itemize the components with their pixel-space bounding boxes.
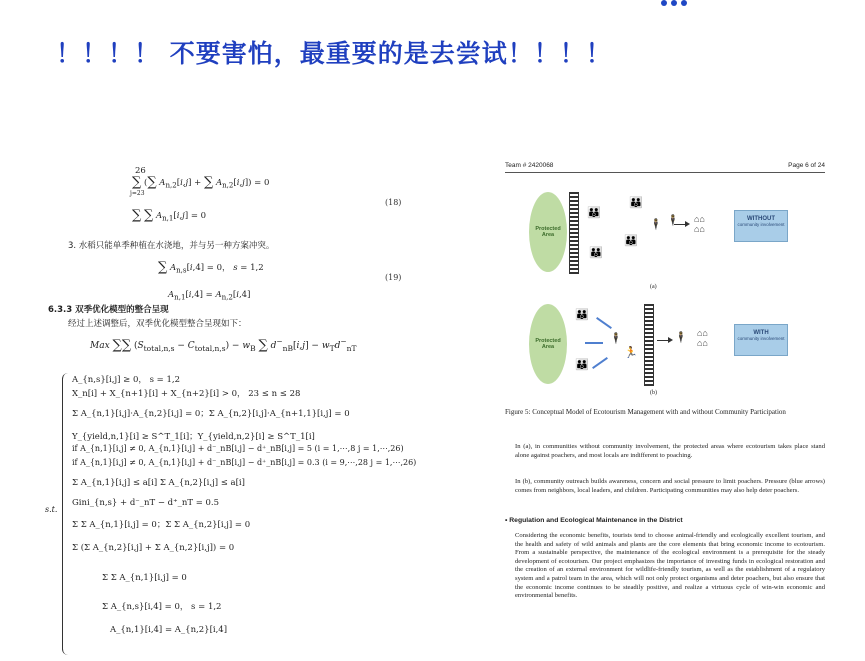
pressure-arrow-icon [596,317,612,329]
houses-icon: ⌂⌂ ⌂⌂ [694,214,705,234]
paragraph-regulation: Considering the economic benefits, tourists tend to choose animal-friendly and ecologically excellent tourism, and the health and safety of wild animals and plants are the core elements that bring economic income to ecotourism. From a sustainable perspective, the maintenance of the ecological environment is a prerequisite for the steady development of ecotourism. Our project emphasizes the importance of investing funds in ecological restoration and the creation of an external environment for wildlife-friendly tourism, as well as the establishment of a regulatory system and a patrol team in the area, which will not only protect organisms and deter poachers, but also ensure that the economic income continues to be steadily positive, and realize a virtuous cycle of win-win economic and environmental benefits. [515,532,825,600]
more-dots-icon [661,0,687,6]
constraint-brace [62,373,71,655]
slogan-title: ！！！！ 不要害怕，最重要的是去尝试！！！！ [56,39,612,68]
pressure-arrow-icon [592,357,608,369]
people-icon: 👪 [629,197,643,209]
constraint-13: A_{n,1}[i,4] = A_{n,2}[i,4] [110,625,228,635]
constraint-6: if A_{n,1}[i,j] ≠ 0, A_{n,1}[i,j] + d⁻_nB[i,j] − d⁺_nB[i,j] = 0.3 (i = 9,⋯,28 j = 1,⋯,26) [72,458,417,467]
math-page [40,160,435,650]
without-box: WITHOUT community involvement [734,210,788,242]
subfigure-a-label: (a) [650,284,657,290]
page-number: Page 6 of 24 [788,162,825,169]
constraint-7: Σ A_{n,1}[i,j] ≤ a[i] Σ A_{n,2}[i,j] ≤ a[i] [72,478,245,488]
eq18-sum-top: 26 [135,166,146,176]
eq18-line1: ∑ (∑ $A_{n,2}[i,j]$ + ∑ $A_{n,2}[i,j]) = 0$ [132,175,270,190]
protected-area-a: Protected Area [529,192,567,272]
team-number: Team # 2420068 [505,162,554,169]
poacher-icon: 🕴 [649,219,663,231]
page-header [505,162,825,173]
constraint-12: Σ A_{n,s}[i,4] = 0， s = 1,2 [102,602,222,612]
st-label: s.t. [45,505,58,514]
people-icon: 👪 [575,359,589,371]
constraint-5: if A_{n,1}[i,j] ≠ 0, A_{n,1}[i,j] + d⁻_nB[i,j] − d⁺_nB[i,j] = 5 (i = 1,⋯,8 j = 1,⋯,26) [72,444,404,453]
constraint-3: Σ A_{n,1}[i,j]·A_{n,2}[i,j] = 0；Σ A_{n,2}[i,j]·A_{n+1,1}[i,j] = 0 [72,409,350,419]
subfigure-b-label: (b) [650,390,657,396]
eq18-number: (18) [385,198,402,207]
item-3-text: 3. 水稻只能单季种植在水浇地，并与另一种方案冲突。 [68,241,275,251]
constraint-10: Σ (Σ A_{n,2}[i,j] + Σ A_{n,2}[i,j]) = 0 [72,543,235,553]
figure-a [529,188,785,288]
objective-function: Max ∑∑ $(S_{total,n,s} - C_{total,n,s}) - w_B$ ∑ $d^-_{nB}[i,j] - w_Td^-_{nT}$ [90,337,357,353]
paper-page [505,160,830,650]
paragraph-b: In (b), community outreach builds awareness, concern and social pressure to limit poachers. Pressure (blue arrows) comes from neighbors, local leaders, and children. Participating communities may also help deter poachers. [515,478,825,494]
figure-b [529,300,785,400]
fence-icon [569,192,579,274]
people-icon: 👪 [575,309,589,321]
constraint-11: Σ Σ A_{n,1}[i,j] = 0 [102,573,187,583]
people-icon: 👪 [624,235,638,247]
constraint-1: A_{n,s}[i,j] ≥ 0， s = 1,2 [72,375,180,385]
paragraph-a: In (a), in communities without community involvement, the protected areas where ecotourism takes place stand alone against poachers, and most locals are indifferent to poaching. [515,443,825,459]
poacher-icon: 🕴 [674,332,688,344]
houses-icon: ⌂⌂ ⌂⌂ [697,328,708,348]
child-icon: 🏃 [624,347,638,359]
protected-area-b: Protected Area [529,304,567,384]
constraint-4: Y_{yield,n,1}[i] ≥ S^T_1[i]；Y_{yield,n,2}[i] ≥ S^T_1[i] [72,432,315,442]
figure-caption: Figure 5: Conceptual Model of Ecotourism Management with and without Community Participation [505,408,786,416]
bullet-heading: • Regulation and Ecological Maintenance in the District [505,517,683,524]
constraint-2: X_n[i] + X_{n+1}[i] + X_{n+2}[i] > 0， 23 ≤ n ≤ 28 [72,389,301,399]
with-box: WITH community involvement [734,324,788,356]
eq19-number: (19) [385,273,402,282]
eq18-sum-bot: j=23 [130,190,145,197]
arrow-icon [674,224,686,225]
constraint-9: Σ Σ A_{n,1}[i,j] = 0；Σ Σ A_{n,2}[i,j] = 0 [72,520,251,530]
section-heading: 6.3.3 双季优化模型的整合呈现 [48,305,169,315]
eq18-line2: ∑ ∑ $A_{n,1}[i,j] = 0$ [132,208,207,223]
pressure-arrow-icon [585,342,603,344]
people-icon: 👪 [587,207,601,219]
eq19-line1: ∑ $A_{n,s}[i,4] = 0$， s = 1,2 [158,260,264,275]
constraint-8: Gini_{n,s} + d⁻_nT − d⁺_nT = 0.5 [72,498,220,508]
fence-icon [644,304,654,386]
people-icon: 👪 [589,247,603,259]
section-intro: 经过上述调整后，双季优化模型整合呈现如下： [68,319,247,329]
poacher-icon: 🕴 [666,215,680,227]
arrow-icon [657,340,669,341]
poacher-icon: 🕴 [609,333,623,345]
eq19-line2: $A_{n,1}[i,4] = A_{n,2}[i,4]$ [168,290,251,302]
